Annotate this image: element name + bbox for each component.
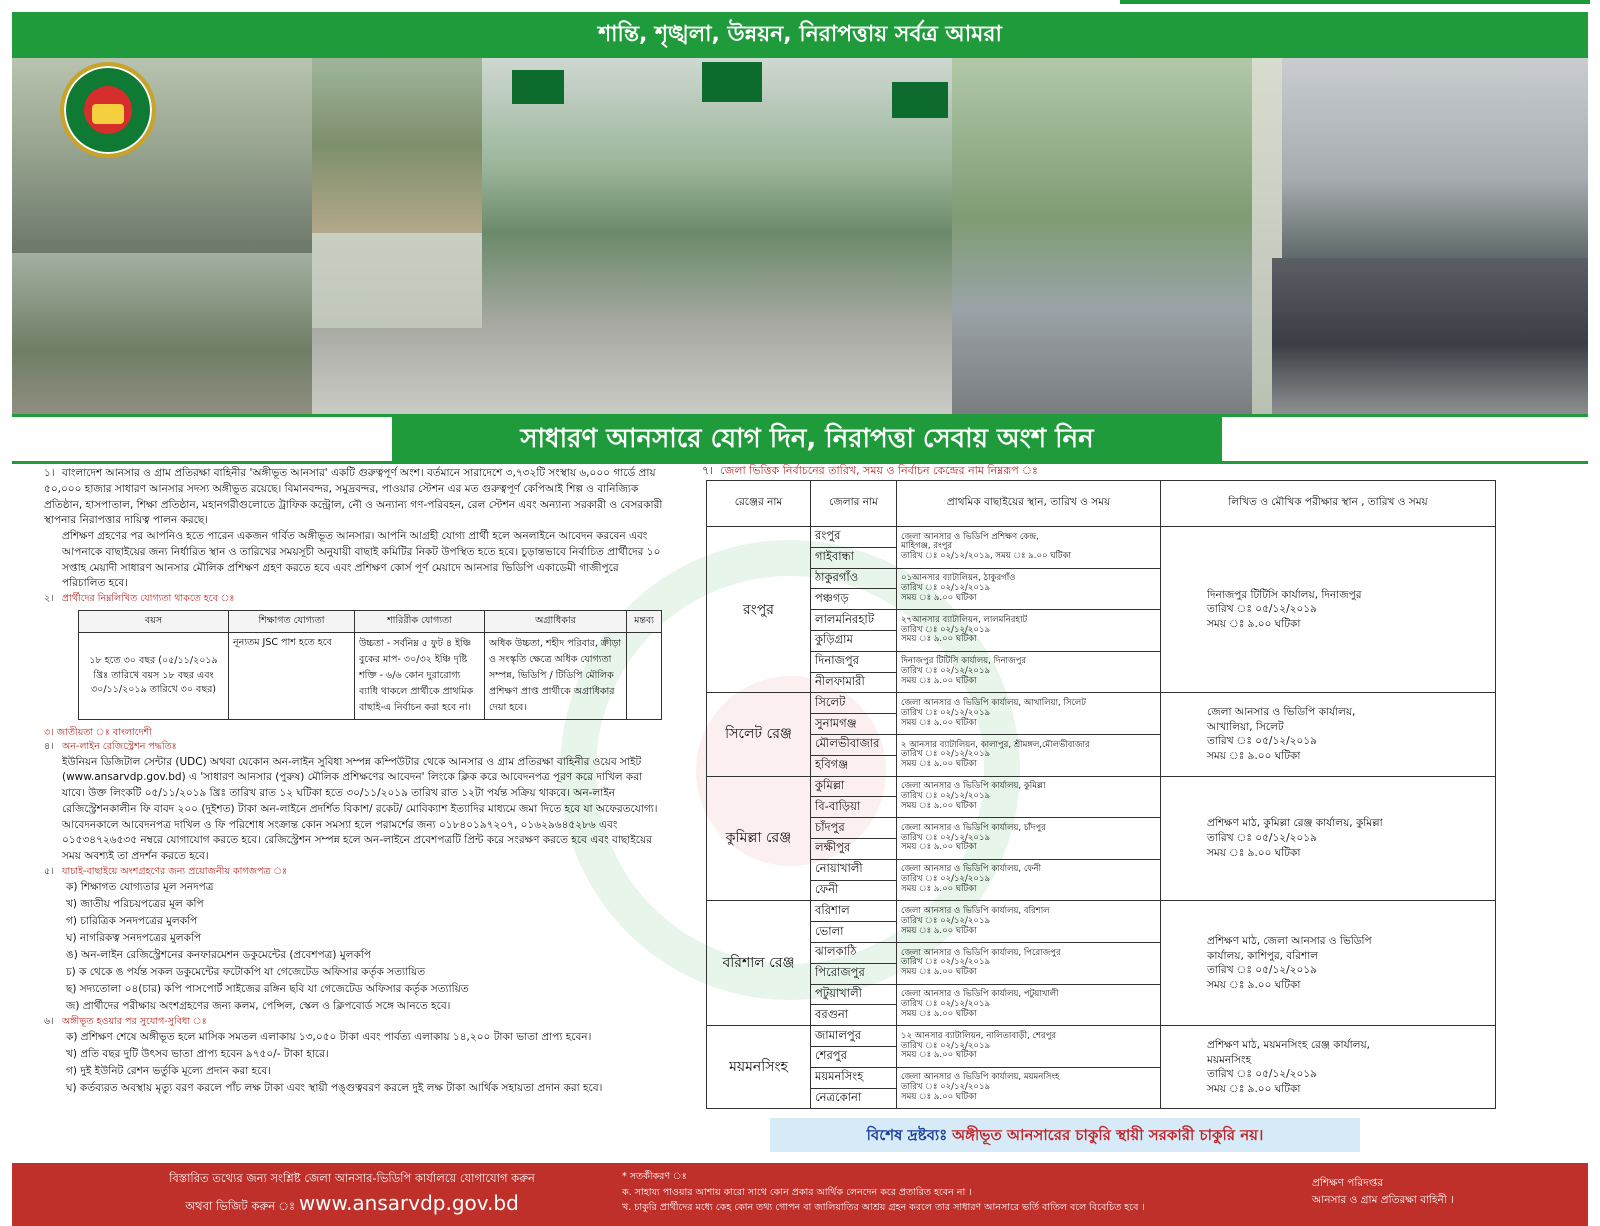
district-name: পটুয়াখালী: [811, 984, 897, 1005]
documents-list: [44, 879, 664, 1015]
section-6-number: ৬।: [44, 1016, 54, 1028]
district-name: চাঁদপুর: [811, 818, 897, 839]
photo-flag-3: [892, 82, 948, 118]
req-header-education: শিক্ষাগত যোগ্যতা: [229, 611, 355, 632]
caution-item-b: খ. চাকুরি প্রার্থীদের মধ্যে কেহ কোন তথ্য গোপন বা জালিয়াতির আশ্রয় গ্রহন করলে তার সাধারণ আনসারে ভর্তি বাতিল বলে বিবেচিত হবে ।: [622, 1202, 1145, 1214]
right-column: [680, 462, 1510, 1104]
exam-venue: দিনাজপুর টিটিসি কার্যালয়, দিনাজপুর তারিখ ঃ ০৫/১২/২০১৯ সময় ঃ ৯.০০ ঘটিকা: [1161, 527, 1496, 693]
exam-venue: প্রশিক্ষণ মাঠ, জেলা আনসার ও ভিডিপি কার্যালয়, কাশিপুর, বরিশাল তারিখ ঃ ০৫/১২/২০১৯ সময় ঃ ৯.০০ ঘটিকা: [1161, 901, 1496, 1026]
footer-bar: [12, 1163, 1588, 1226]
section-5-title: যাচাই-বাছাইয়ে অংশগ্রহণের জন্য প্রয়োজনীয় কাগজপত্র ঃ: [62, 865, 288, 877]
preliminary-venue: জেলা আনসার ও ভিডিপি কার্যালয়, ফেনী তারিখ ঃ ০২/১২/২০১৯ সময় ঃ ৯.০০ ঘটিকা: [897, 859, 1161, 901]
preliminary-venue: জেলা আনসার ও ভিডিপি প্রশিক্ষণ কেন্দ্র, মাহিগঞ্জ, রংপুর তারিখ ঃ ০২/১২/২০১৯, সময় ঃ ৯.০০ ঘটিকা: [897, 527, 1161, 569]
preliminary-venue: জেলা আনসার ও ভিডিপি কার্যালয়, পটুয়াখালী তারিখ ঃ ০২/১২/২০১৯ সময় ঃ ৯.০০ ঘটিকা: [897, 984, 1161, 1026]
section-1-paragraph-2: প্রশিক্ষণ গ্রহণের পর আপনিও হতে পারেন একজন গর্বিত অঙ্গীভূত আনসার। আপনি আগ্রহী যোগ্য প্রার্থী হলে অনলাইনে আবেদন করবেন এবং আপনাকে বাছাইয়ের জন্য নির্ধারিত স্থান ও তারিখের সময়সূচী অনুযায়ী বাছাই কমিটির নিকট উপস্থিত হতে হবে। চুড়ান্তভাবে নির্বাচিত প্রার্থীদের ১০ সপ্তাহ মেয়াদী সাধারণ আনসার মৌলিক প্রশিক্ষণ গ্রহণ করতে হবে এবং প্রশিক্ষণ কোর্স পূর্ণ মেয়াদে আনসার ভিডিপি একাডেমী গাজীপুরে পরিচালিত হবে।: [62, 530, 661, 590]
org-line-1: প্রশিক্ষণ পরিদপ্তর: [1312, 1177, 1384, 1189]
photo-marching-trainees: [12, 58, 312, 253]
exam-venue: প্রশিক্ষণ মাঠ, ময়মনসিংহ রেঞ্জ কার্যালয়, ময়মনসিংহ তারিখ ঃ ০৫/১২/২০১৯ সময় ঃ ৯.০০ ঘটিকা: [1161, 1026, 1496, 1109]
req-header-physical: শারিরীক যোগ্যতা: [355, 611, 485, 632]
section-7-heading: [702, 462, 1510, 481]
preliminary-venue: ০১আনসার ব্যাটালিয়ন, ঠাকুরগাঁও তারিখ ঃ ০২/১২/২০১৯ সময় ঃ ৯.০০ ঘটিকা: [897, 568, 1161, 610]
section-4-heading: [44, 740, 664, 754]
table-row: [707, 1026, 1496, 1047]
req-physical: উচ্চতা - সর্বনিম্ন ৫ ফুট ৪ ইঞ্চি বুকের মাপ- ৩০/৩২ ইঞ্চি দৃষ্টি শক্তি - ৬/৬ কোন দুরারোগ্য ব্যাধি থাকলে প্রার্থীকে প্রাথমিক বাছাই-এ নির্বাচন করা হবে না।: [355, 632, 485, 720]
section-4-paragraph: ইউনিয়ন ডিজিটাল সেন্টার (UDC) অথবা যেকোন অন-লাইন সুবিধা সম্পন্ন কম্পিউটার থেকে আনসার ও গ্রাম প্রতিরক্ষা বাহিনীর ওয়েব সাইট (www.ansarvdp.gov.bd) এ 'সাধারণ আনসার (পুরুষ) মৌলিক প্রশিক্ষণের আবেদন' লিংকে ক্লিক করে আবেদনপত্র পূরণ করে দাখিল করা যাবে। উক্ত লিংকটি ০৫/১১/২০১৯ খ্রিঃ তারিখ রাত ১২ ঘটিকা হতে ৩০/১১/২০১৯ তারিখ রাত ১২টা পর্যন্ত সক্রিয় থাকবে। অন-লাইন রেজিস্ট্রেশনকালীন ফি বাবদ ২০০ (দুইশত) টাকা অন-লাইনে প্রদর্শিত বিকাশ/ রকেট/ মোবিক্যাশ ইত্যাদির মাধ্যমে জমা দিতে হবে যা অফেরতযোগ্য। আবেদনকালে আবেদনপত্র দাখিল ও ফি পরিশোধ সংক্রান্ত কোন সমস্যা হলে পরামর্শের জন্য ০১৮৪০১৯৭২০৭, ০১৬২৯৬৪৫২৮৬ এবং ০১৫৩৪৭২৬৫৩৫ নম্বরে যোগাযোগ করতে হবে। রেজিস্ট্রেশন সম্পন্ন হলে অন-লাইনে প্রবেশপত্রটি প্রিন্ট করে সংরক্ষণ করতে হবে এবং বাছাইয়ের সময় অবশ্যই তা প্রদর্শন করতে হবে।: [62, 755, 658, 863]
section-7-title: জেলা ভিত্তিক নির্বাচনের তারিখ, সময় ও নির্বাচন কেন্দ্রের নাম নিম্নরূপ ঃ: [720, 464, 1038, 477]
section-2-heading: [44, 592, 664, 606]
district-name: জামালপুর: [811, 1026, 897, 1047]
headline-text: সাধারণ আনসারে যোগ দিন, নিরাপত্তা সেবায় অংশ নিন: [392, 417, 1222, 461]
list-item: খ) জাতীয় পরিচয়পত্রের মূল কপি: [66, 898, 204, 911]
req-header-priority: অগ্রাধিকার: [485, 611, 627, 632]
district-name: ফেনী: [811, 880, 897, 901]
caution-heading: * সতর্কীকরণ ঃ: [622, 1171, 687, 1182]
district-name: নোয়াখালী: [811, 859, 897, 880]
range-name: সিলেট রেঞ্জ: [707, 693, 811, 776]
district-name: বি-বাড়িয়া: [811, 797, 897, 818]
requirements-header-row: [79, 611, 662, 632]
req-education: নূন্যতম JSC পাশ হতে হবে: [229, 632, 355, 720]
photo-flag-2: [702, 62, 762, 102]
range-name: রংপুর: [707, 527, 811, 693]
photo-flag-1: [512, 70, 564, 104]
preliminary-venue: জেলা আনসার ও ভিডিপি কার্যালয়, পিরোজপুর তারিখ ঃ ০২/১২/২০১৯ সময় ঃ ৯.০০ ঘটিকা: [897, 942, 1161, 984]
slogan-text: শান্তি, শৃঙ্খলা, উন্নয়ন, নিরাপত্তায় সর্বত্র আমরা: [598, 22, 1002, 47]
section-2-number: ২।: [44, 593, 54, 604]
photo-armed-guards: [1282, 58, 1588, 258]
district-name: ঝালকাঠি: [811, 942, 897, 963]
table-row: [707, 901, 1496, 922]
ansar-vdp-logo: [60, 62, 156, 158]
requirements-table: [78, 610, 662, 720]
footer-caution: [622, 1169, 1302, 1216]
section-7-number: ৭।: [702, 464, 714, 477]
district-name: কুমিল্লা: [811, 776, 897, 797]
photo-road-ground: [312, 328, 952, 414]
section-6-heading: [44, 1015, 664, 1029]
website-link[interactable]: www.ansarvdp.gov.bd: [298, 1191, 519, 1216]
headline-banner: [12, 414, 1588, 464]
preliminary-venue: দিনাজপুর টিটিসি কার্যালয়, দিনাজপুর তারিখ ঃ ০২/১২/২০১৯ সময় ঃ ৯.০০ ঘটিকা: [897, 651, 1161, 693]
list-item: জ) প্রার্থীদের পরীক্ষায় অংশগ্রহণের জন্য কলম, পেন্সিল, স্কেল ও ক্লিপবোর্ড সঙ্গে আনতে হবে।: [66, 1000, 451, 1013]
req-age: ১৮ হতে ৩০ বছর (০৫/১১/২০১৯ খ্রিঃ তারিখে বয়স ১৮ বছর এবং ৩০/১১/২০১৯ তারিখে ৩০ বছর): [79, 632, 229, 720]
district-name: বরিশাল: [811, 901, 897, 922]
photo-rifle-training: [312, 58, 482, 233]
photo-collage: [12, 58, 1588, 414]
district-schedule-table: [706, 480, 1496, 1109]
district-name: বরগুনা: [811, 1005, 897, 1026]
header-preliminary: প্রাথমিক বাছাইয়ের স্থান, তারিখ ও সময়: [897, 481, 1161, 527]
range-name: কুমিল্লা রেঞ্জ: [707, 776, 811, 901]
exam-venue: জেলা আনসার ও ভিডিপি কার্যালয়, আখালিয়া, সিলেট তারিখ ঃ ০৫/১২/২০১৯ সময় ঃ ৯.০০ ঘটিকা: [1161, 693, 1496, 776]
schedule-header-row: [707, 481, 1496, 527]
section-5-number: ৫।: [44, 865, 54, 877]
photo-hotel-security: [1272, 258, 1588, 414]
list-item: ঘ) কর্তব্যরত অবস্থায় মৃত্যু বরণ করলে পাঁচ লক্ষ টাকা এবং স্থায়ী পঙ্গুত্ববরণ করলে দুই লক্ষ টাকা আর্থিক সহায়তা প্রদান করা হবে।: [66, 1082, 603, 1095]
header-range: রেঞ্জের নাম: [707, 481, 811, 527]
photo-traffic-duty: [952, 58, 1252, 414]
list-item: ক) শিক্ষাগত যোগ্যতার মূল সনদপত্র: [66, 881, 214, 894]
section-1-number: ১।: [44, 467, 55, 479]
district-name: পঞ্চগড়: [811, 589, 897, 610]
district-name: ভোলা: [811, 922, 897, 943]
preliminary-venue: জেলা আনসার ও ভিডিপি কার্যালয়, চাঁদপুর তারিখ ঃ ০২/১২/২০১৯ সময় ঃ ৯.০০ ঘটিকা: [897, 818, 1161, 860]
list-item: ঘ) নাগরিকত্ব সনদপত্রের মুলকপি: [66, 932, 202, 945]
district-name: ময়মনসিংহ: [811, 1067, 897, 1088]
section-6-title: অঙ্গীভূত হওয়ার পর সুযোগ-সুবিধা ঃ: [62, 1016, 207, 1028]
list-item: খ) প্রতি বছর দুটি উৎসব ভাতা প্রাপ্য হবেন ৯৭৫০/- টাকা হারে।: [66, 1048, 329, 1061]
table-row: [707, 693, 1496, 714]
req-remarks: [627, 632, 662, 720]
district-name: হবিগঞ্জ: [811, 755, 897, 776]
district-name: নীলফামারী: [811, 672, 897, 693]
footer-contact: [92, 1169, 612, 1219]
photo-field-trainees: [12, 253, 312, 414]
special-note: [770, 1118, 1360, 1152]
district-name: সুনামগঞ্জ: [811, 714, 897, 735]
preliminary-venue: ২ আনসার ব্যাটালিয়ন, কালাপুর, শ্রীমঙ্গল,মৌলভীবাজার তারিখ ঃ ০২/১২/২০১৯ সময় ঃ ৯.০০ ঘটিকা: [897, 734, 1161, 776]
benefits-list: [44, 1029, 664, 1097]
org-line-2: আনসার ও গ্রাম প্রতিরক্ষা বাহিনী ।: [1312, 1193, 1454, 1206]
district-name: দিনাজপুর: [811, 651, 897, 672]
req-header-age: বয়স: [79, 611, 229, 632]
preliminary-venue: জেলা আনসার ও ভিডিপি কার্যালয়, ময়মনসিংহ তারিখ ঃ ০২/১২/২০১৯ সময় ঃ ৯.০০ ঘটিকা: [897, 1067, 1161, 1109]
section-4-title: অন-লাইন রেজিস্ট্রেশন পদ্ধতিঃ: [62, 741, 177, 753]
schedule-body: [707, 527, 1496, 1109]
district-name: পিরোজপুর: [811, 963, 897, 984]
district-name: সিলেট: [811, 693, 897, 714]
footer-visit: [92, 1187, 612, 1219]
range-name: ময়মনসিংহ: [707, 1026, 811, 1109]
list-item: চ) ক থেকে ঙ পর্যন্ত সকল ডকুমেন্টের ফটোকপি যা গেজেটেড অফিসার কর্তৃক সত্যায়িত: [66, 966, 426, 979]
note-text: অঙ্গীভূত আনসারের চাকুরি স্থায়ী সরকারী চাকুরি নয়।: [952, 1126, 1264, 1144]
table-row: [707, 527, 1496, 548]
req-header-remarks: মন্তব্য: [627, 611, 662, 632]
section-3-nationality: ৩। জাতীয়তা ঃ বাংলাদেশী: [44, 727, 152, 739]
district-name: লক্ষীপুর: [811, 838, 897, 859]
footer-contact-text: বিস্তারিত তথ্যের জন্য সংশ্লিষ্ট জেলা আনসার-ভিডিপি কার্যালয়ে যোগাযোগ করুন: [169, 1171, 535, 1185]
district-name: রংপুর: [811, 527, 897, 548]
section-5-heading: [44, 865, 664, 879]
district-name: কুড়িগ্রাম: [811, 630, 897, 651]
table-row: [707, 776, 1496, 797]
district-name: গাইবান্ধা: [811, 547, 897, 568]
district-name: ঠাকুরগাঁও: [811, 568, 897, 589]
header-district: জেলার নাম: [811, 481, 897, 527]
section-1-paragraph-1: বাংলাদেশ আনসার ও গ্রাম প্রতিরক্ষা বাহিনীর 'অঙ্গীভূত আনসার' একটি গুরুত্বপূর্ণ অংশ। বর্তমানে সারাদেশে ৩,৭৩২টি সংস্থায় ৬,০০০ গার্ডে প্রায় ৫০,০০০ হাজার সাধারণ আনসার সদস্য অঙ্গীভূত রয়েছে। বিমানবন্দর, সমুদ্রবন্দর, পাওয়ার স্টেশন এর মত গুরুত্বপূর্ণ কেপিআই শিল্প ও বানিজ্যিক প্রতিষ্ঠান, হাসপাতাল, শিক্ষা প্রতিষ্ঠান, মহানগরীগুলোতে ট্রাফিক কন্ট্রোল, নৌ ও অন্যান্য গণ-পরিবহন, রেল স্টেশন এবং অন্যান্য সরকারী ও বেসরকারী স্থাপনার নিরাপত্তার দায়িত্ব পালন করছে।: [44, 467, 663, 527]
range-name: বরিশাল রেঞ্জ: [707, 901, 811, 1026]
list-item: ক) প্রশিক্ষণ শেষে অঙ্গীভূত হলে মাসিক সমতল এলাকায় ১৩,০৫০ টাকা এবং পার্বত্য এলাকায় ১৪,২০০ টাকা ভাতা প্রাপ্য হবেন।: [66, 1031, 592, 1044]
district-name: শেরপুর: [811, 1046, 897, 1067]
list-item: ঙ) অন-লাইন রেজিস্ট্রেশনের কনফারমেশন ডকুমেন্টের (প্রবেশপত্র) মুলকপি: [66, 949, 371, 962]
preliminary-venue: জেলা আনসার ও ভিডিপি কার্যালয়, আখালিয়া, সিলেট তারিখ ঃ ০২/১২/২০১৯ সময় ঃ ৯.০০ ঘটিকা: [897, 693, 1161, 735]
footer-visit-prefix: অথবা ভিজিট করুন ঃ: [185, 1199, 296, 1214]
list-item: গ) দুই ইউনিট রেশন ভর্তুকি মূল্যে প্রদান করা হবে।: [66, 1065, 271, 1078]
exam-venue: প্রশিক্ষণ মাঠ, কুমিল্লা রেঞ্জ কার্যালয়, কুমিল্লা তারিখ ঃ ০৫/১২/২০১৯ সময় ঃ ৯.০০ ঘটিকা: [1161, 776, 1496, 901]
section-4-number: ৪।: [44, 741, 54, 753]
list-item: ছ) সদ্যতোলা ০৪(চার) কপি পাসপোর্ট সাইজের রঙ্গিন ছবি যা গেজেটেড অফিসার কর্তৃক সত্যায়িত: [66, 983, 469, 996]
section-1: [44, 466, 664, 529]
preliminary-venue: জেলা আনসার ও ভিডিপি কার্যালয়, বরিশাল তারিখ ঃ ০২/১২/২০১৯ সময় ঃ ৯.০০ ঘটিকা: [897, 901, 1161, 943]
requirements-row: [79, 632, 662, 720]
preliminary-venue: ২৭আনসার ব্যাটালিয়ন, লালমনিরহাট তারিখ ঃ ০২/১২/২০১৯ সময় ঃ ৯.০০ ঘটিকা: [897, 610, 1161, 652]
header-exam: লিখিত ও মৌখিক পরীক্ষার স্থান , তারিখ ও সময়: [1161, 481, 1496, 527]
section-2-title: প্রার্থীদের নিম্নলিখিত যোগ্যতা থাকতে হবে ঃ: [62, 593, 235, 604]
note-label: বিশেষ দ্রষ্টব্যঃ: [866, 1126, 948, 1144]
footer-organization: [1312, 1175, 1572, 1209]
caution-item-a: ক. সাহায্য পাওয়ার আশায় কারো সাথে কোন প্রকার আর্থিক লেনদেন করে প্রতারিত হবেন না ।: [622, 1186, 972, 1198]
district-name: নেত্রকোনা: [811, 1088, 897, 1109]
top-accent-line: [1120, 0, 1590, 4]
preliminary-venue: জেলা আনসার ও ভিডিপি কার্যালয়, কুমিল্লা তারিখ ঃ ০২/১২/২০১৯ সময় ঃ ৯.০০ ঘটিকা: [897, 776, 1161, 818]
district-name: লালমনিরহাট: [811, 610, 897, 631]
slogan-banner: [12, 12, 1588, 58]
left-column: [44, 466, 664, 1097]
list-item: গ) চারিত্রিক সনদপত্রের মুলকপি: [66, 915, 198, 928]
req-priority: অধিক উচ্চতা, শহীদ পরিবার, ক্রীড়া ও সংস্কৃতি ক্ষেত্রে অধিক যোগ্যতা সম্পন্ন, ভিডিপি / টিডিপি মৌলিক প্রশিক্ষণ প্রাপ্ত প্রার্থীকে অগ্রাধিকার দেয়া হবে।: [485, 632, 627, 720]
district-name: মৌলভীবাজার: [811, 734, 897, 755]
preliminary-venue: ১২ আনসার ব্যাটালিয়ন, নালিতাবাড়ী, শেরপুর তারিখ ঃ ০২/১২/২০১৯ সময় ঃ ৯.০০ ঘটিকা: [897, 1026, 1161, 1068]
